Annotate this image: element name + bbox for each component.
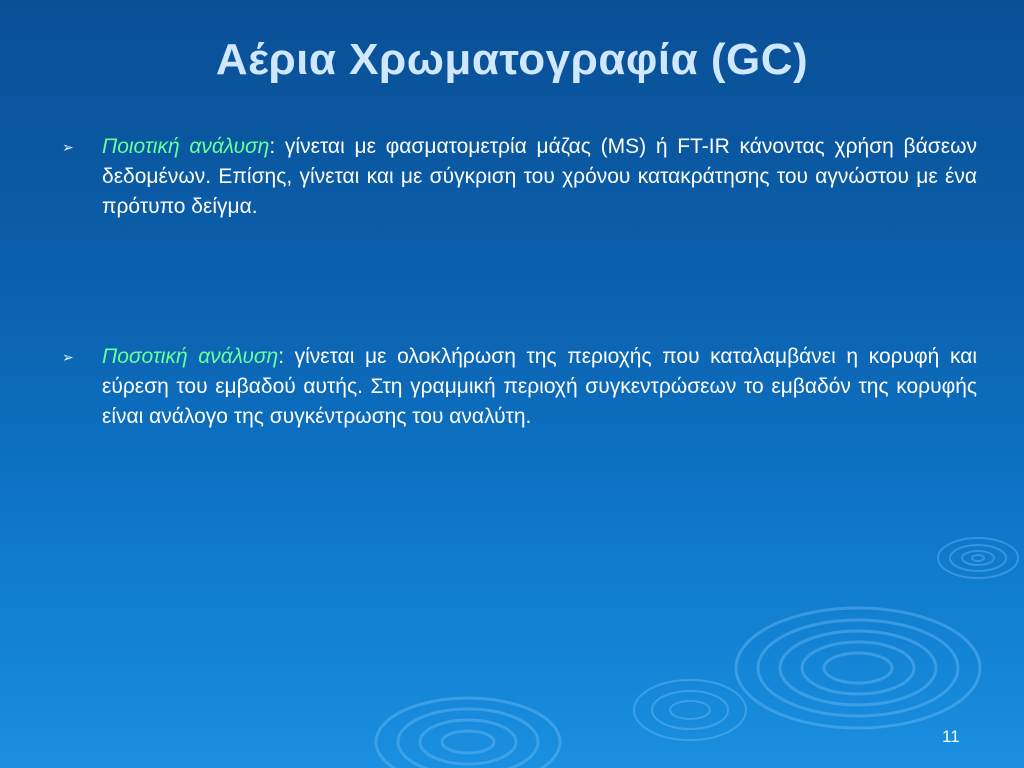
arrow-bullet-icon: ➢	[62, 139, 74, 155]
page-number: 11	[942, 727, 960, 746]
bullet-term: Ποσοτική ανάλυση	[102, 345, 279, 368]
bullet-text: : γίνεται με φασματομετρία μάζας (MS) ή FT-IR κάνοντας χρήση βάσεων δεδομένων. Επίσης, γίνεται και με σύγκριση του χρόνου κατακράτησης του αγνώστου με ένα πρότυπο δείγμα.	[102, 135, 977, 218]
bullet-text: : γίνεται με ολοκλήρωση της περιοχής που καταλαμβάνει η κορυφή και εύρεση του εμβαδού αυτής. Στη γραμμική περιοχή συγκεντρώσεων το εμβαδόν της κορυφής είναι ανάλογο της συγκέντρωσης του αναλύτη.	[102, 345, 977, 428]
bullet-qualitative-analysis	[62, 132, 977, 222]
bullet-body	[102, 342, 977, 432]
bullet-quantitative-analysis	[62, 342, 977, 432]
arrow-bullet-icon: ➢	[62, 349, 74, 365]
bullet-term: Ποιοτική ανάλυση	[102, 135, 270, 158]
bullet-body	[102, 132, 977, 222]
slide-title: Αέρια Χρωματογραφία (GC)	[215, 35, 809, 84]
